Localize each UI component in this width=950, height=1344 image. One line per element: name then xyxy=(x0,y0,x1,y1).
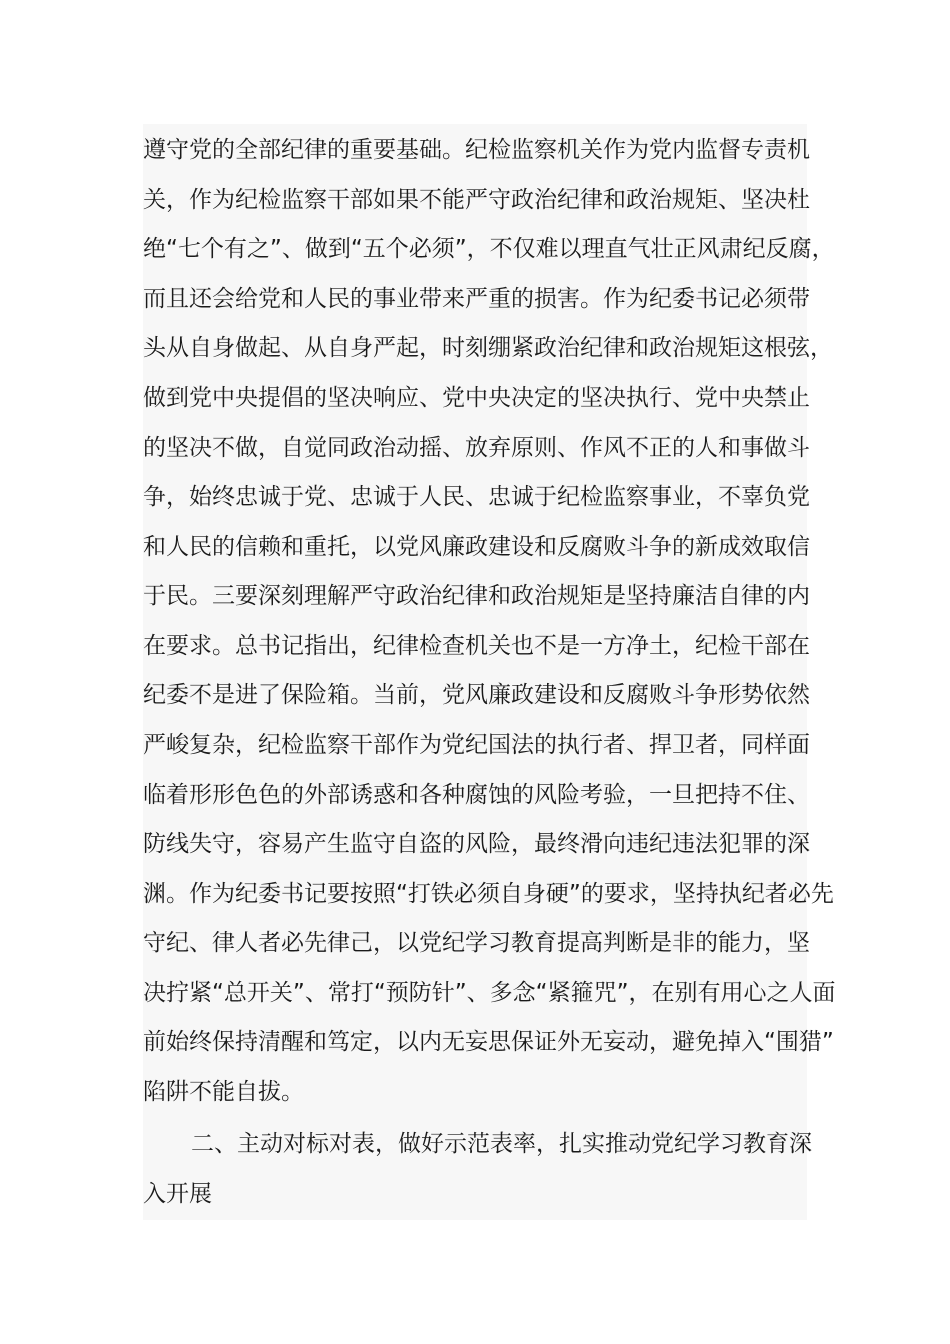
text-line: 而且还会给党和人民的事业带来严重的损害。作为纪委书记必须带 xyxy=(143,286,810,312)
text-line: 陷阱不能自拔。 xyxy=(143,1079,304,1105)
text-line: 争，始终忠诚于党、忠诚于人民、忠诚于纪检监察事业，不辜负党 xyxy=(143,484,810,510)
text-line: 绝“七个有之”、做到“五个必须”，不仅难以理直气壮正风肃纪反腐， xyxy=(143,236,835,262)
text-line: 遵守党的全部纪律的重要基础。纪检监察机关作为党内监督专责机 xyxy=(143,137,810,163)
text-line: 临着形形色色的外部诱惑和各种腐蚀的风险考验，一旦把持不住、 xyxy=(143,782,810,808)
section-heading-line: 入开展 xyxy=(143,1181,212,1207)
text-line: 和人民的信赖和重托，以党风廉政建设和反腐败斗争的新成效取信 xyxy=(143,534,810,560)
text-line: 做到党中央提倡的坚决响应、党中央决定的坚决执行、党中央禁止 xyxy=(143,385,810,411)
text-line: 于民。三要深刻理解严守政治纪律和政治规矩是坚持廉洁自律的内 xyxy=(143,583,810,609)
text-line: 防线失守，容易产生监守自盗的风险，最终滑向违纪违法犯罪的深 xyxy=(143,831,810,857)
text-line: 在要求。总书记指出，纪律检查机关也不是一方净土，纪检干部在 xyxy=(143,633,810,659)
body-text xyxy=(143,124,836,1220)
text-line: 决拧紧“总开关”、常打“预防针”、多念“紧箍咒”，在别有用心之人面 xyxy=(143,980,836,1006)
text-line: 渊。作为纪委书记要按照“打铁必须自身硬”的要求，坚持执纪者必先 xyxy=(143,881,834,907)
text-line: 的坚决不做，自觉同政治动摇、放弃原则、作风不正的人和事做斗 xyxy=(143,435,810,461)
section-heading-line: 二、主动对标对表，做好示范表率，扎实推动党纪学习教育深 xyxy=(191,1131,812,1157)
text-line: 纪委不是进了保险箱。当前，党风廉政建设和反腐败斗争形势依然 xyxy=(143,682,810,708)
text-line: 守纪、律人者必先律己，以党纪学习教育提高判断是非的能力，坚 xyxy=(143,930,810,956)
text-line: 关，作为纪检监察干部如果不能严守政治纪律和政治规矩、坚决杜 xyxy=(143,187,810,213)
text-line: 严峻复杂，纪检监察干部作为党纪国法的执行者、捍卫者，同样面 xyxy=(143,732,810,758)
text-line: 前始终保持清醒和笃定，以内无妄思保证外无妄动，避免掉入“围猎” xyxy=(143,1029,834,1055)
text-line: 头从自身做起、从自身严起，时刻绷紧政治纪律和政治规矩这根弦， xyxy=(143,335,833,361)
